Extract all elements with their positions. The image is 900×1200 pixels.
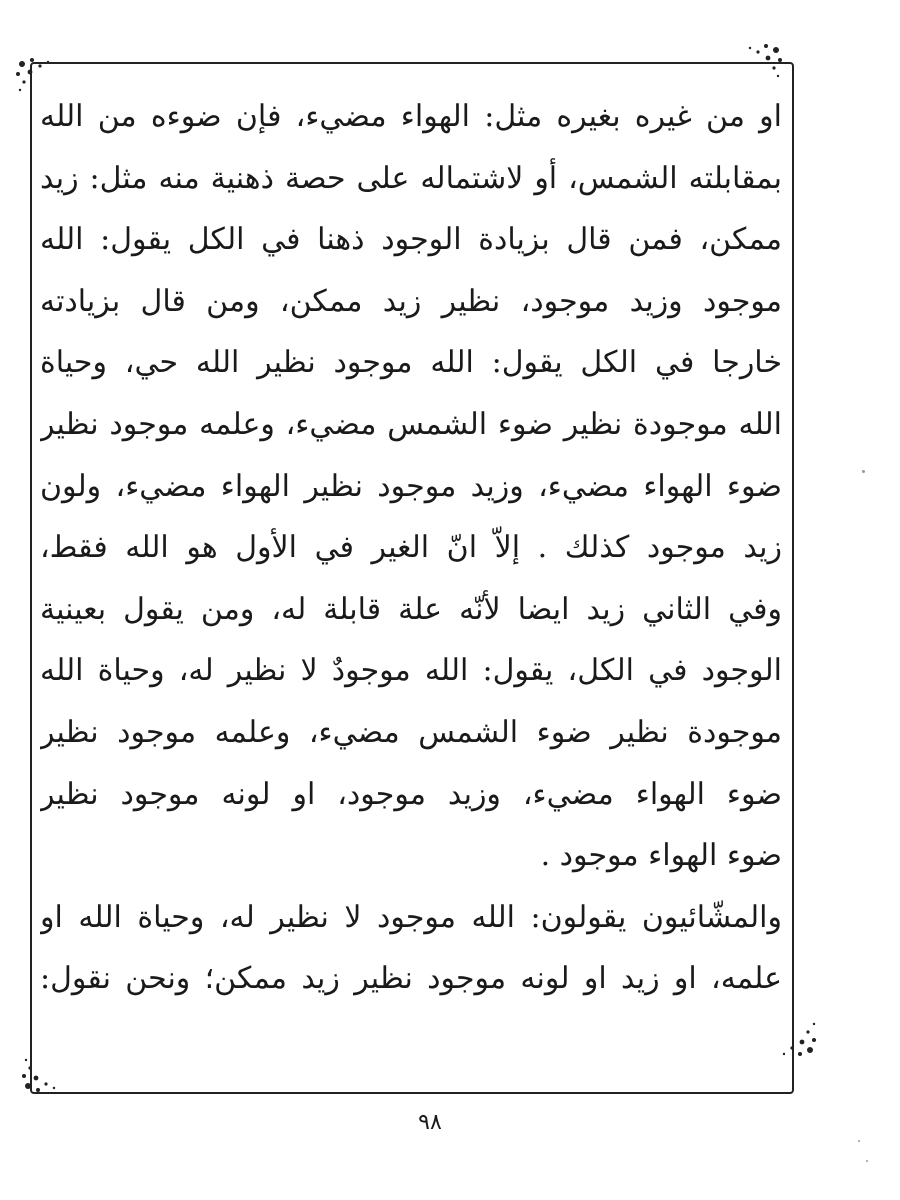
page-number: ٩٨	[418, 1110, 442, 1135]
text-line: الوجود في الكل، يقول: الله موجودٌ لا نظير له، وحياة الله	[40, 653, 782, 689]
text-line: ضوء الهواء مضيء، وزيد موجود، او لونه موجود نظير	[40, 776, 782, 812]
text-line: زيد موجود كذلك . إلاّ انّ الغير في الأول هو الله فقط،	[40, 530, 782, 566]
text-line: الله موجودة نظير ضوء الشمس مضيء، وعلمه موجود نظير	[40, 406, 782, 442]
text-line: ضوء الهواء مضيء، وزيد موجود نظير الهواء مضيء، ولون	[40, 468, 782, 504]
text-line: وفي الثاني زيد ايضا لأنّه علة قابلة له، ومن يقول بعينية	[40, 591, 782, 627]
scan-speck	[862, 470, 865, 473]
text-line: او من غيره بغيره مثل: الهواء مضيء، فإن ضوءه من الله	[40, 99, 782, 134]
scan-speck	[858, 1140, 860, 1142]
text-line: خارجا في الكل يقول: الله موجود نظير الله حي، وحياة	[40, 345, 782, 381]
text-line: والمشّائيون يقولون: الله موجود لا نظير له، وحياة الله او	[40, 899, 782, 935]
text-line: بمقابلته الشمس، أو لاشتماله على حصة ذهنية منه مثل: زيد	[40, 160, 782, 196]
text-line: علمه، او زيد او لونه موجود نظير زيد ممكن؛ ونحن نقول:	[40, 961, 782, 997]
text-line-paragraph-end: ضوء الهواء موجود .	[540, 838, 782, 874]
body-text	[40, 86, 782, 1010]
scan-speck	[866, 1160, 868, 1162]
text-line: موجودة نظير ضوء الشمس مضيء، وعلمه موجود نظير	[40, 714, 782, 750]
corner-ornament-bottom-left-icon	[14, 1040, 74, 1100]
text-line: موجود وزيد موجود، نظير زيد ممكن، ومن قال بزيادته	[40, 283, 782, 319]
corner-ornament-bottom-right-icon	[770, 1010, 830, 1070]
text-line: ممكن، فمن قال بزيادة الوجود ذهنا في الكل يقول: الله	[40, 222, 782, 258]
